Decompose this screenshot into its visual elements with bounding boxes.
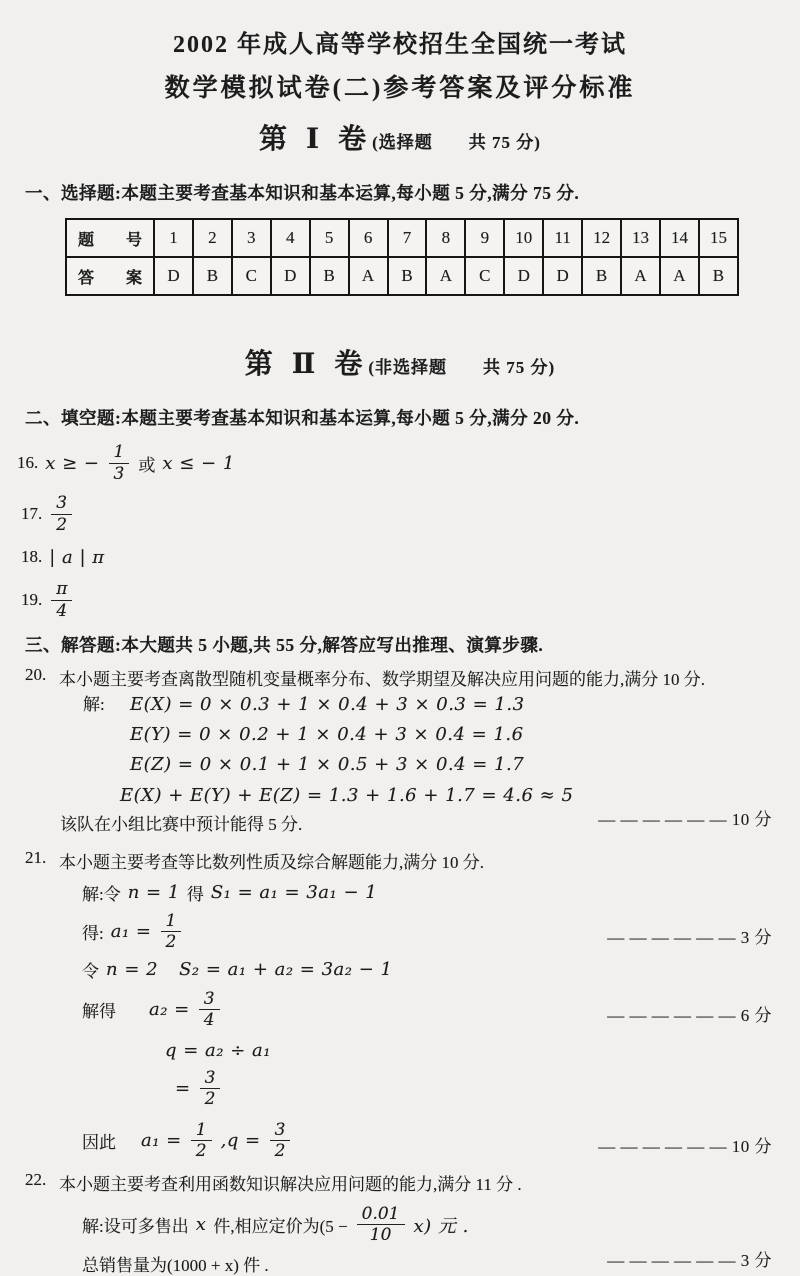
math-text: E(Z) = 0 × 0.1 + 1 × 0.5 + 3 × 0.4 = 1.7 [130,754,525,776]
table-cell: 15 [699,219,738,257]
cn-text: 总销售量为(1000 + x) 件 . [82,1255,269,1275]
solution-line [82,1204,775,1246]
score-mark: — — — — — — 3 分 [607,927,772,947]
fraction-numerator: 3 [199,990,220,1011]
cn-text: 解:令 [82,884,121,904]
table-cell: 14 [660,219,699,257]
math-text: n = 1 [127,881,180,903]
fill-answer-18 [21,544,775,570]
score-mark: — — — — — — 10 分 [598,1136,772,1156]
solution-line [130,750,775,780]
table-cell: D [154,257,193,295]
math-text: E(X) = 0 × 0.3 + 1 × 0.4 + 3 × 0.3 = 1.3 [130,694,525,715]
section-choice-heading: 一、选择题:本题主要考查基本知识和基本运算,每小题 5 分,满分 75 分. [25,183,580,203]
fraction-numerator: π [51,580,72,601]
cn-text: 得: [82,924,104,944]
solution-line [83,690,775,720]
fraction [199,990,220,1030]
table-cell: D [504,257,543,295]
section-fill-heading: 二、填空题:本题主要考查基本知识和基本运算,每小题 5 分,满分 20 分. [25,408,580,428]
part1-subtitle: (选择题 共 75 分) [372,133,541,152]
exam-title: 2002 年成人高等学校招生全国统一考试 [173,32,627,58]
fraction [357,1205,405,1245]
answer-table [65,218,739,296]
cn-text: 因此 [82,1133,116,1153]
table-cell: 8 [426,219,465,257]
item-number: 19. [21,590,43,609]
solution-line [82,1251,775,1276]
solution-label: 解: [83,694,105,714]
fraction-numerator: 1 [109,443,130,464]
row-label-answer: 答 案 [66,257,154,295]
question-number-row [66,219,738,257]
question-number: 20. [25,665,47,684]
math-text: n = 2 [106,958,159,980]
table-cell: C [232,257,271,295]
table-cell: 5 [310,219,349,257]
fraction [51,494,72,534]
math-text: x ≥ − [45,452,100,474]
table-cell: 4 [271,219,310,257]
question-22-description [25,1170,775,1195]
math-text: S₂ = a₁ + a₂ = 3a₂ − 1 [179,958,393,980]
math-text: ,q = [220,1130,261,1152]
cn-text: 得 [186,884,204,904]
cn-text: 解:设可多售出 [82,1217,189,1237]
solution-line [165,1040,775,1061]
table-cell: 11 [543,219,582,257]
part1-title: 第 Ⅰ 卷 [259,124,373,155]
question-20-description [25,665,775,690]
part2-subtitle: (非选择题 共 75 分) [368,358,556,377]
item-number: 16. [17,453,39,472]
math-text: a₁ = [110,921,152,943]
table-cell: 1 [154,219,193,257]
solution-line [82,989,775,1031]
math-text: S₁ = a₁ = 3a₁ − 1 [210,881,378,903]
solution-line [82,880,775,905]
fraction-denominator: 2 [165,932,177,953]
fraction [51,580,72,620]
table-cell: B [310,257,349,295]
math-text: a₁ = [141,1130,182,1152]
section-solve-heading: 三、解答题:本大题共 5 小题,共 55 分,解答应写出推理、演算步骤. [25,635,544,655]
math-text: x [195,1214,207,1236]
solution-line [82,957,775,982]
math-text: E(X) + E(Y) + E(Z) = 1.3 + 1.6 + 1.7 = 4.6 ≈ 5 [120,784,574,806]
fraction-numerator: 3 [51,494,72,515]
table-cell: B [388,257,427,295]
fill-answer-19 [21,579,775,621]
cn-text: 件,相应定价为(5 − [213,1217,348,1237]
table-cell: D [543,257,582,295]
question-number: 21. [25,847,47,867]
table-cell: B [582,257,621,295]
table-cell: 7 [388,219,427,257]
fraction [270,1121,291,1161]
table-cell: C [465,257,504,295]
item-number: 17. [21,504,43,523]
part2-heading [25,342,775,382]
math-text: | a | π [49,546,105,568]
math-text: = [175,1078,191,1100]
cn-text: 令 [82,961,99,981]
fraction-numerator: 3 [200,1069,221,1090]
question-text: 本小题主要考查离散型随机变量概率分布、数学期望及解决应用问题的能力,满分 10 分. [59,670,705,689]
fraction-denominator: 2 [204,1089,216,1110]
fraction-numerator: 0.01 [357,1205,405,1226]
fraction-denominator: 4 [203,1010,215,1031]
math-text: a₂ = [149,999,190,1021]
fraction-denominator: 2 [195,1141,207,1162]
score-mark: — — — — — — 6 分 [607,1005,772,1025]
math-text: x) 元 . [413,1215,469,1237]
cn-text: 解得 [82,1002,116,1022]
answer-row [66,257,738,295]
item-number: 18. [21,547,43,566]
table-cell: 3 [232,219,271,257]
table-cell: 6 [349,219,388,257]
conclusion-text: 该队在小组比赛中预计能得 5 分. [60,814,303,834]
math-text: x ≤ − 1 [162,452,235,474]
fraction [200,1069,221,1109]
fraction-denominator: 2 [56,514,68,535]
fraction-numerator: 3 [270,1121,291,1142]
fraction [109,443,130,483]
table-cell: D [271,257,310,295]
fill-answer-16 [17,442,775,484]
table-cell: B [193,257,232,295]
question-text: 本小题主要考查利用函数知识解决应用问题的能力,满分 11 分 . [59,1174,522,1194]
table-cell: B [699,257,738,295]
table-cell: A [426,257,465,295]
fraction [161,912,182,952]
table-cell: 13 [621,219,660,257]
solution-line [130,720,775,750]
table-cell: A [349,257,388,295]
solution-line [175,1068,775,1110]
solution-line [82,1120,775,1162]
table-cell: 10 [504,219,543,257]
fraction-numerator: 1 [191,1121,212,1142]
cn-text: 或 [138,455,156,475]
part1-heading [25,117,775,157]
question-number: 22. [25,1169,47,1189]
part2-title: 第 Ⅱ 卷 [244,349,369,380]
math-text: E(Y) = 0 × 0.2 + 1 × 0.4 + 3 × 0.4 = 1.6 [130,724,524,746]
row-label-number: 题 号 [66,219,154,257]
table-cell: 9 [465,219,504,257]
fraction-denominator: 3 [113,463,125,484]
table-cell: 2 [193,219,232,257]
table-cell: A [660,257,699,295]
fraction-denominator: 10 [369,1225,392,1246]
solution-line [82,911,775,953]
score-mark: — — — — — — 3 分 [607,1250,772,1270]
fraction-denominator: 2 [274,1141,286,1162]
table-cell: 12 [582,219,621,257]
fraction-denominator: 4 [56,600,68,621]
table-cell: A [621,257,660,295]
fill-answer-17 [21,493,775,535]
question-21-description [25,848,775,873]
fraction-numerator: 1 [161,912,182,933]
exam-subtitle: 数学模拟试卷(二)参考答案及评分标准 [164,75,636,102]
fraction [191,1121,212,1161]
conclusion-line [60,811,775,840]
math-text: q = a₂ ÷ a₁ [165,1039,271,1061]
question-text: 本小题主要考查等比数列性质及综合解题能力,满分 10 分. [59,852,484,872]
score-mark: — — — — — — 10 分 [598,809,772,829]
